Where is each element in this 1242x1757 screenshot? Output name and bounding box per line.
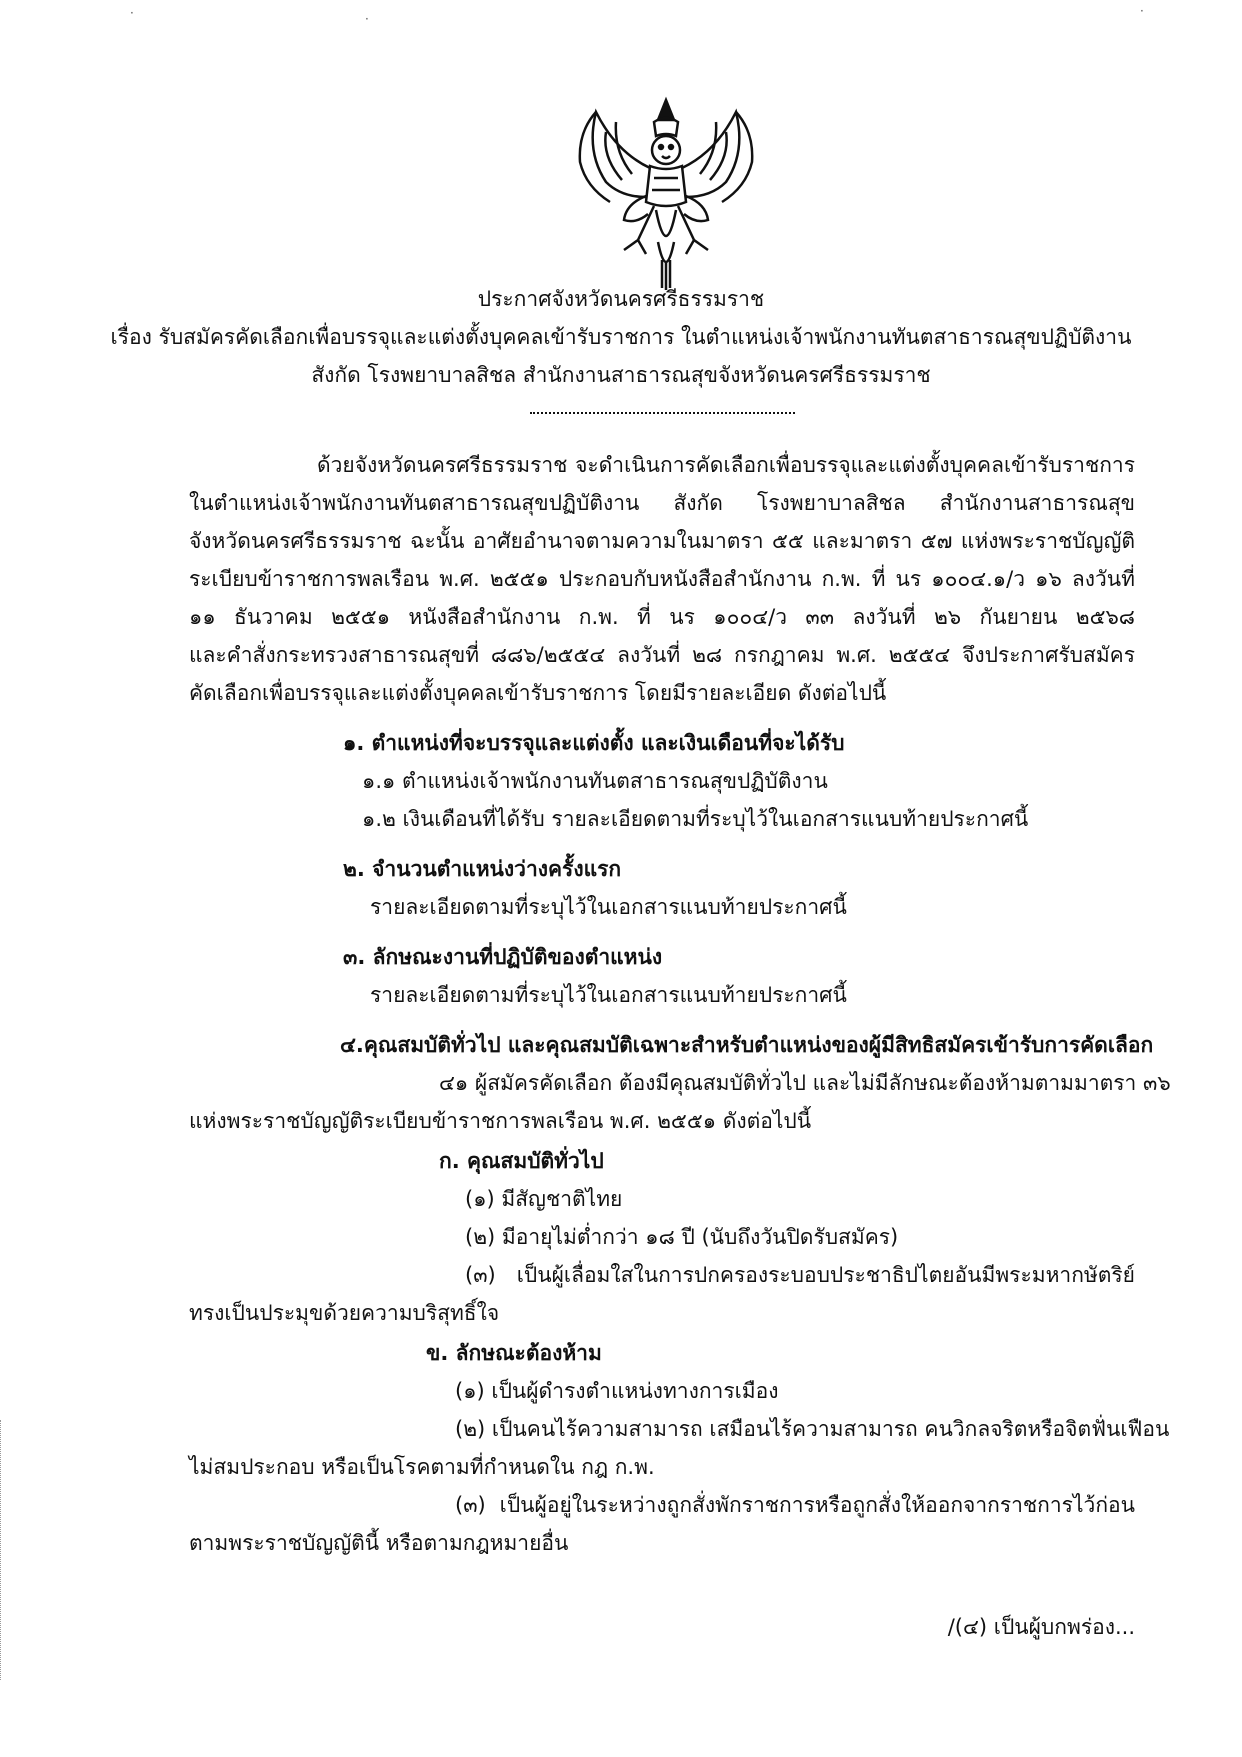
intro-line-3: จังหวัดนครศรีธรรมราช ฉะนั้น อาศัยอำนาจตามความในมาตรา ๕๕ และมาตรา ๕๗ แห่งพระราชบัญญัติ <box>189 529 1135 553</box>
continuation-note: /(๔) เป็นผู้บกพร่อง... <box>947 1615 1135 1639</box>
section1-heading: ๑. ตำแหน่งที่จะบรรจุและแต่งตั้ง และเงินเดือนที่จะได้รับ <box>343 731 845 755</box>
section4-para-line1: ๔๑ ผู้สมัครคัดเลือก ต้องมีคุณสมบัติทั่วไป และไม่มีลักษณะต้องห้ามตามมาตรา ๓๖ <box>439 1071 1171 1095</box>
intro-line-1: ด้วยจังหวัดนครศรีธรรมราช จะดำเนินการคัดเลือกเพื่อบรรจุและแต่งตั้งบุคคลเข้ารับราชการ <box>317 453 1135 477</box>
header-divider <box>530 412 795 414</box>
prohibited-3-line2: ตามพระราชบัญญัตินี้ หรือตามกฎหมายอื่น <box>189 1531 569 1555</box>
section4-heading: ๔.คุณสมบัติทั่วไป และคุณสมบัติเฉพาะสำหรับตำแหน่งของผู้มีสิทธิสมัครเข้ารับการคัดเลือก <box>340 1033 1154 1057</box>
general-qualification-3-line1: (๓) เป็นผู้เลื่อมใสในการปกครองระบอบประชาธิปไตยอันมีพระมหากษัตริย์ <box>465 1263 1135 1287</box>
scan-margin-mark <box>0 1420 4 1680</box>
general-qualification-3-line2: ทรงเป็นประมุขด้วยความบริสุทธิ์ใจ <box>189 1301 500 1325</box>
section1-item2: ๑.๒ เงินเดือนที่ได้รับ รายละเอียดตามที่ระบุไว้ในเอกสารแนบท้ายประกาศนี้ <box>362 807 1029 831</box>
general-qualifications-heading: ก. คุณสมบัติทั่วไป <box>439 1149 604 1173</box>
announcement-title: ประกาศจังหวัดนครศรีธรรมราช <box>477 287 765 311</box>
section2-heading: ๒. จำนวนตำแหน่งว่างครั้งแรก <box>343 857 622 881</box>
intro-line-5: ๑๑ ธันวาคม ๒๕๕๑ หนังสือสำนักงาน ก.พ. ที่ นร ๑๐๐๔/ว ๓๓ ลงวันที่ ๒๖ กันยายน ๒๕๖๘ <box>189 605 1135 629</box>
section3-heading: ๓. ลักษณะงานที่ปฏิบัติของตำแหน่ง <box>343 945 663 969</box>
intro-line-7: คัดเลือกเพื่อบรรจุและแต่งตั้งบุคคลเข้ารับราชการ โดยมีรายละเอียด ดังต่อไปนี้ <box>189 681 887 705</box>
general-qualification-2: (๒) มีอายุไม่ต่ำกว่า ๑๘ ปี (นับถึงวันปิดรับสมัคร) <box>465 1225 899 1249</box>
section2-detail: รายละเอียดตามที่ระบุไว้ในเอกสารแนบท้ายประกาศนี้ <box>370 895 847 919</box>
section1-item1: ๑.๑ ตำแหน่งเจ้าพนักงานทันตสาธารณสุขปฏิบัติงาน <box>362 769 828 793</box>
intro-line-4: ระเบียบข้าราชการพลเรือน พ.ศ. ๒๕๕๑ ประกอบกับหนังสือสำนักงาน ก.พ. ที่ นร ๑๐๐๔.๑/ว ๑๖ ลงวันที่ <box>189 567 1135 591</box>
general-qualification-1: (๑) มีสัญชาติไทย <box>465 1187 623 1211</box>
garuda-emblem-icon <box>566 92 766 292</box>
intro-line-2: ในตำแหน่งเจ้าพนักงานทันตสาธารณสุขปฏิบัติงาน สังกัด โรงพยาบาลสิชล สำนักงานสาธารณสุข <box>189 491 1135 515</box>
subject-line-2: สังกัด โรงพยาบาลสิชล สำนักงานสาธารณสุขจังหวัดนครศรีธรรมราช <box>311 363 931 387</box>
prohibited-1: (๑) เป็นผู้ดำรงตำแหน่งทางการเมือง <box>455 1379 779 1403</box>
prohibited-3-line1: (๓) เป็นผู้อยู่ในระหว่างถูกสั่งพักราชการหรือถูกสั่งให้ออกจากราชการไว้ก่อน <box>455 1493 1135 1517</box>
scan-speck: · <box>365 12 369 26</box>
scan-speck: · <box>1140 4 1144 18</box>
section3-detail: รายละเอียดตามที่ระบุไว้ในเอกสารแนบท้ายประกาศนี้ <box>370 983 847 1007</box>
prohibited-heading: ข. ลักษณะต้องห้าม <box>426 1341 602 1365</box>
intro-line-6: และคำสั่งกระทรวงสาธารณสุขที่ ๘๘๖/๒๕๕๔ ลงวันที่ ๒๘ กรกฎาคม พ.ศ. ๒๕๕๔ จึงประกาศรับสมัคร <box>189 643 1135 667</box>
subject-line-1: เรื่อง รับสมัครคัดเลือกเพื่อบรรจุและแต่งตั้งบุคคลเข้ารับราชการ ในตำแหน่งเจ้าพนักงานทันตสาธารณสุขปฏิบัติงาน <box>110 325 1132 349</box>
scan-speck: · <box>130 6 134 20</box>
prohibited-2-line1: (๒) เป็นคนไร้ความสามารถ เสมือนไร้ความสามารถ คนวิกลจริตหรือจิตฟั่นเฟือน <box>455 1417 1170 1441</box>
section4-para-line2: แห่งพระราชบัญญัติระเบียบข้าราชการพลเรือน พ.ศ. ๒๕๕๑ ดังต่อไปนี้ <box>189 1109 812 1133</box>
prohibited-2-line2: ไม่สมประกอบ หรือเป็นโรคตามที่กำหนดใน กฎ ก.พ. <box>189 1455 655 1479</box>
